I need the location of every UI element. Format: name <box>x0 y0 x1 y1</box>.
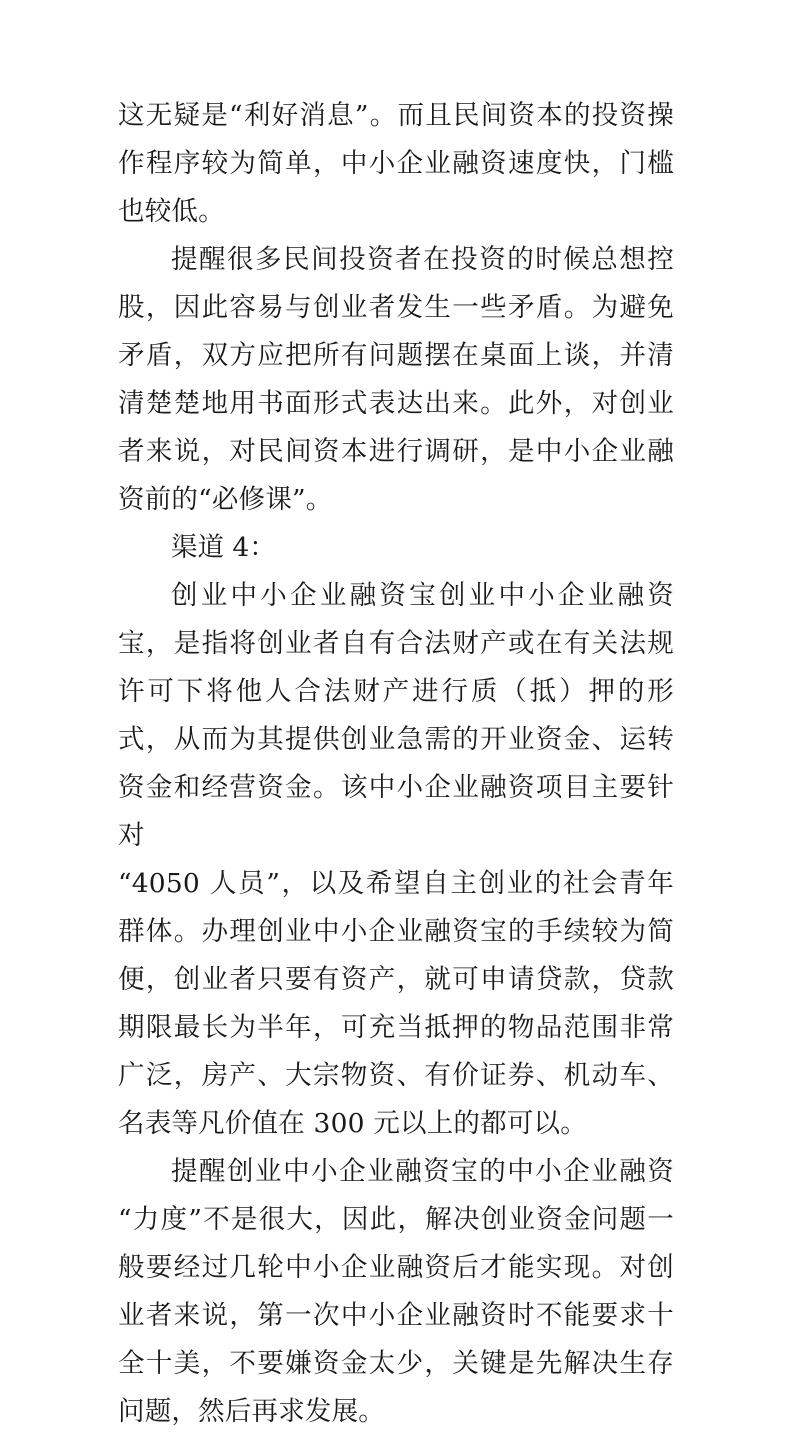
heading-channel-4: 渠道 4： <box>171 532 276 563</box>
paragraph-4: 提醒创业中小企业融资宝的中小企业融资“力度”不是很大，因此，解决创业资金问题一般要经过几轮中小企业融资后才能实现。对创业者来说，第一次中小企业融资时不能要求十全十美，不要嫌资金太少，关键是先解决生存问题，然后再求发展。 <box>118 1156 674 1427</box>
document-body <box>118 92 674 1436</box>
paragraph-1: 这无疑是“利好消息”。而且民间资本的投资操作程序较为简单，中小企业融资速度快，门槛也较低。 <box>118 100 674 227</box>
paragraph-3-part-1: 创业中小企业融资宝创业中小企业融资宝，是指将创业者自有合法财产或在有关法规许可下将他人合法财产进行质（抵）押的形式，从而为其提供创业急需的开业资金、运转资金和经营资金。该中小企业融资项目主要针对 <box>118 580 674 851</box>
paragraph-2: 提醒很多民间投资者在投资的时候总想控股，因此容易与创业者发生一些矛盾。为避免矛盾，双方应把所有问题摆在桌面上谈，并清清楚楚地用书面形式表达出来。此外，对创业者来说，对民间资本进行调研，是中小企业融资前的“必修课”。 <box>118 244 674 515</box>
paragraph-3-part-2: “4050 人员”，以及希望自主创业的社会青年群体。办理创业中小企业融资宝的手续较为简便，创业者只要有资产，就可申请贷款，贷款期限最长为半年，可充当抵押的物品范围非常广泛，房产、大宗物资、有价证券、机动车、名表等凡价值在 300 元以上的都可以。 <box>118 868 674 1139</box>
